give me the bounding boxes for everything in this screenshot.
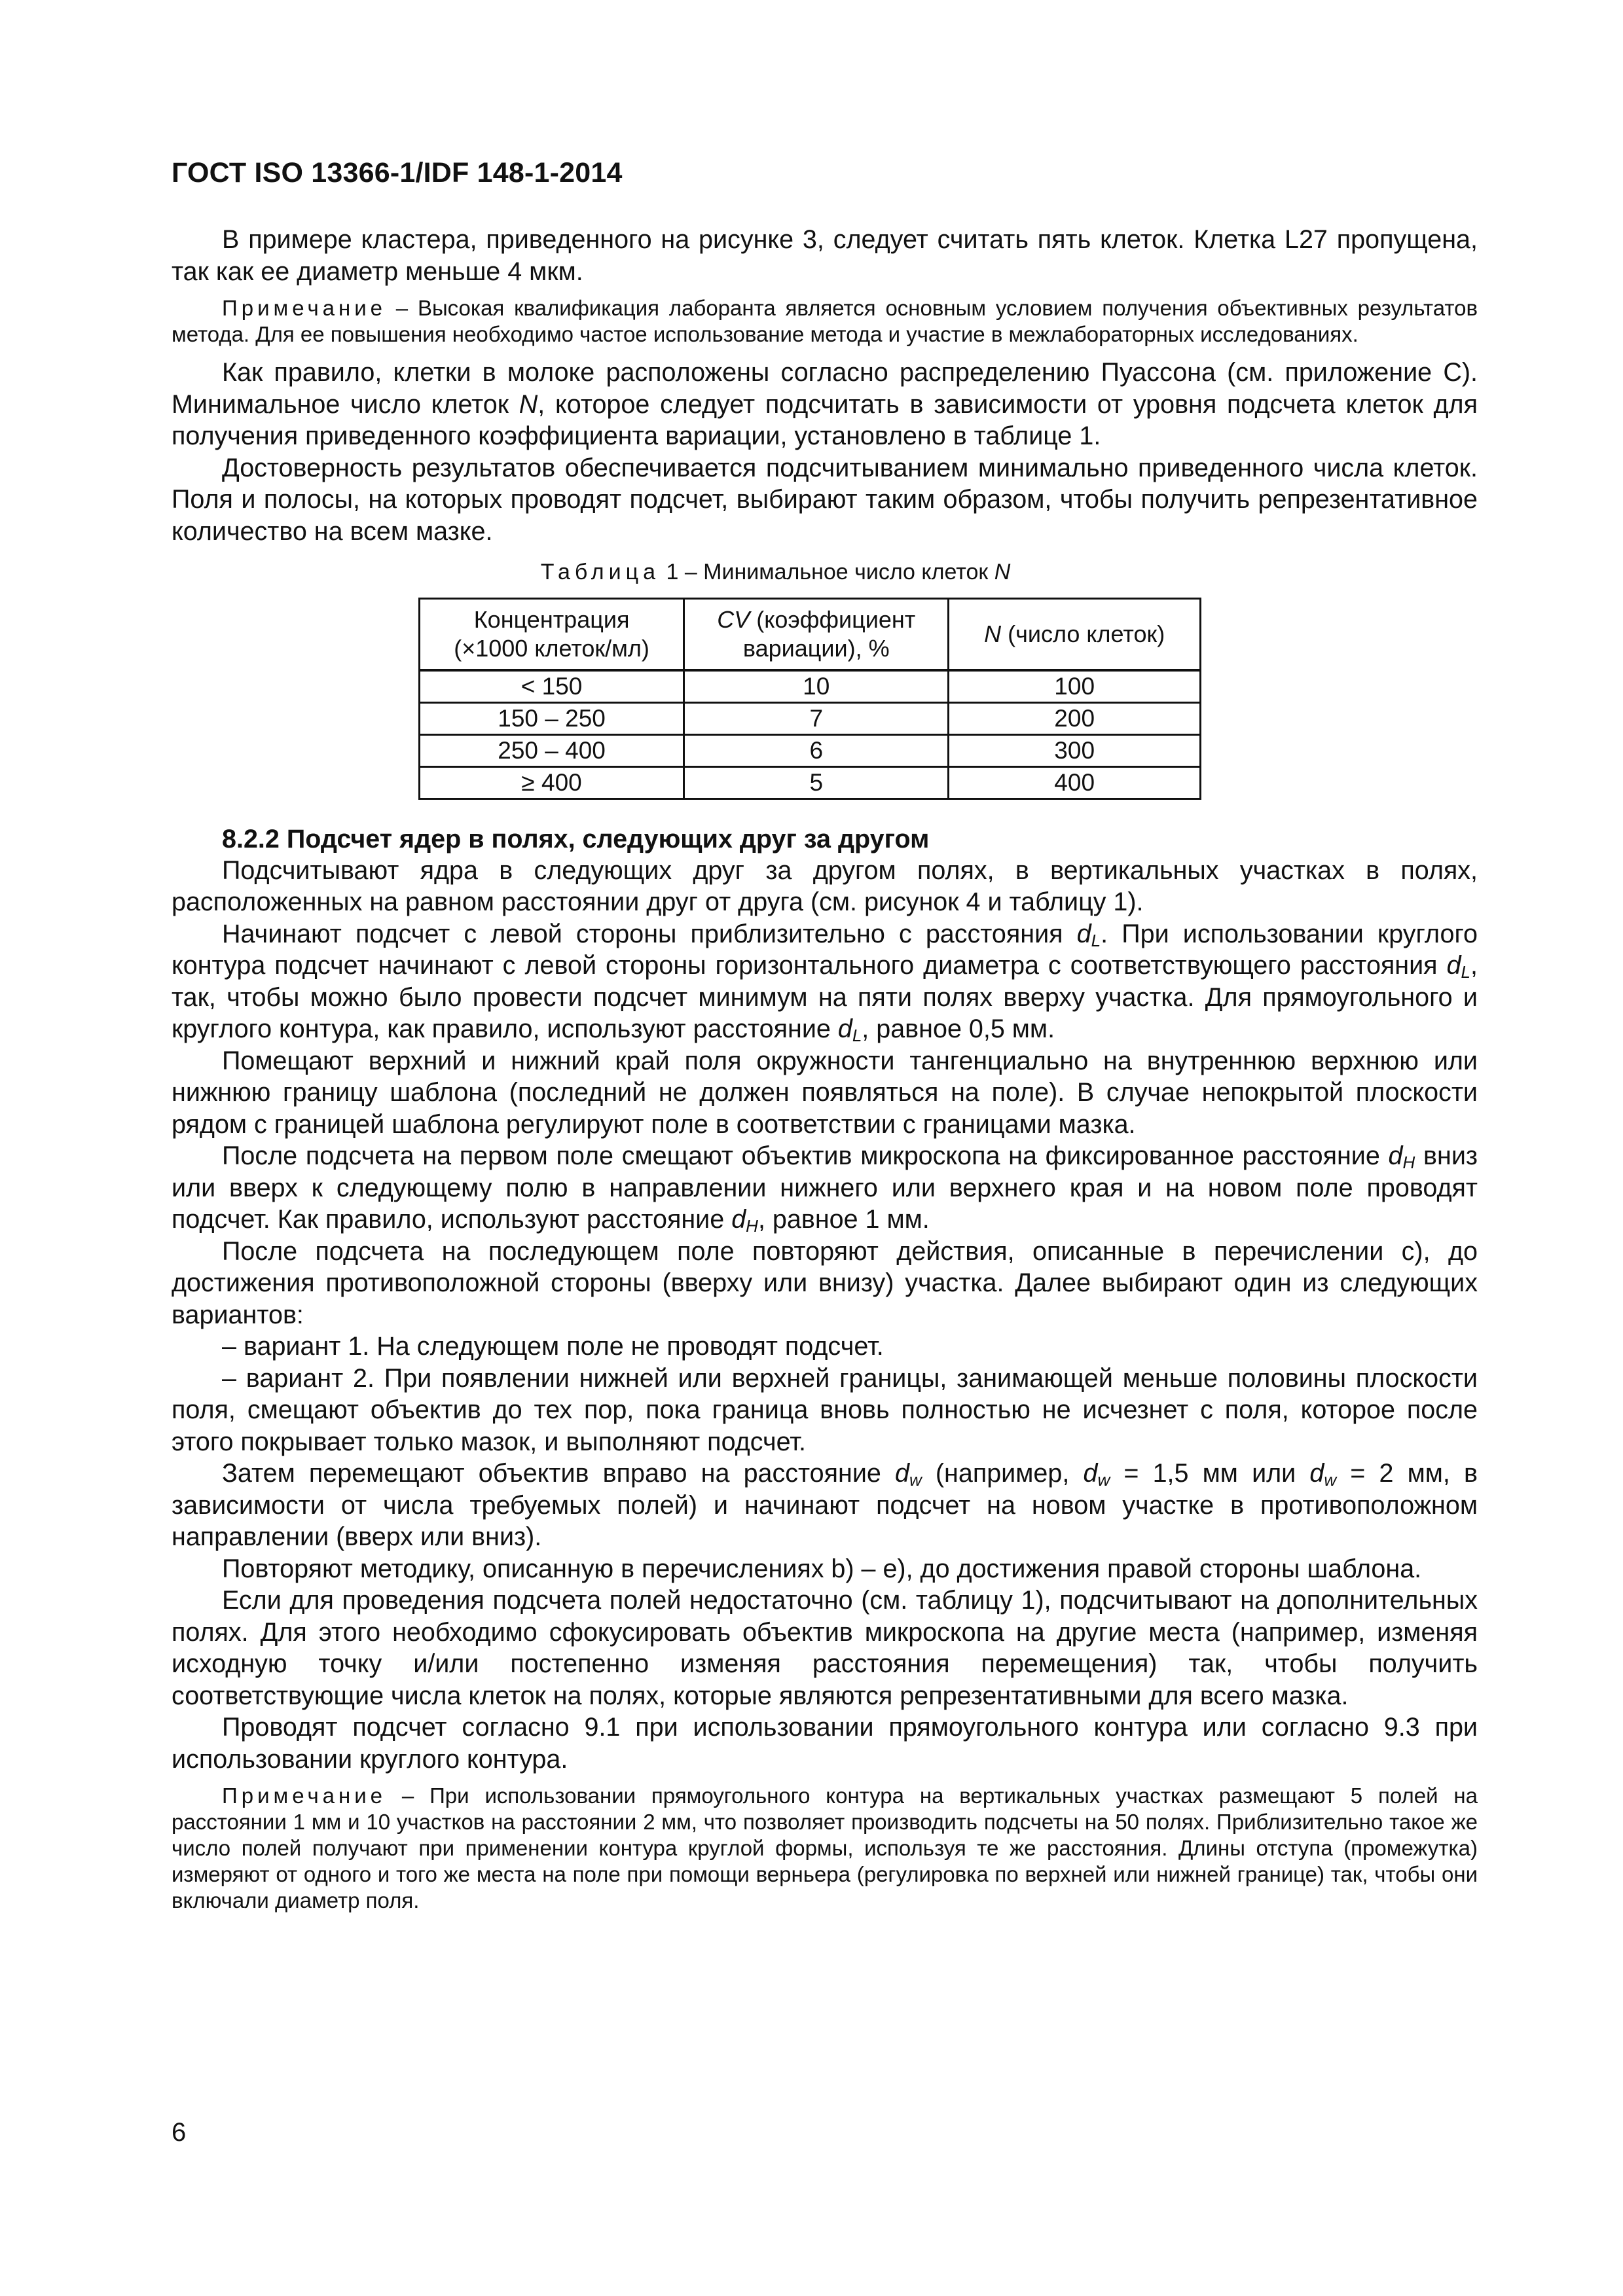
note-1-text: – Высокая квалификация лаборанта является основным условием получения объективных результатов метода. Для ее повышения необходимо частое использование метода и участие в межлабораторных исследованиях. [172, 296, 1478, 346]
table-1-caption [172, 556, 1478, 588]
text-run: , равное 1 мм. [757, 1205, 930, 1234]
section-paragraph-2 [172, 918, 1478, 1045]
subscript-w: w [1097, 1470, 1110, 1490]
cell-concentration: ≥ 400 [420, 766, 684, 798]
subscript-w: w [1324, 1470, 1337, 1490]
variable-d: d [1388, 1141, 1403, 1170]
cell-concentration: 250 – 400 [420, 734, 684, 766]
cell-n: 200 [949, 702, 1201, 734]
intro-paragraph-1: В примере кластера, приведенного на рисунке 3, следует считать пять клеток. Клетка L27 пропущена, так как ее диаметр меньше 4 мкм. [172, 225, 1478, 286]
section-paragraph-3: Помещают верхний и нижний край поля окружности тангенциально на внутреннюю верхнюю или нижнюю границу шаблона (последний не должен появляться на поле). В случае непокрытой плоскости рядом с границей шаблона регулируют поле в соответствии с границами мазка. [172, 1046, 1478, 1139]
header-text: Концентрация [473, 605, 630, 633]
header-n [949, 598, 1201, 670]
subscript-l: L [1461, 962, 1471, 982]
variable-d: d [731, 1205, 746, 1234]
page-number: 6 [172, 2118, 187, 2147]
table-1 [418, 598, 1201, 800]
header-text: (число клеток) [1001, 620, 1165, 647]
option-2: – вариант 2. При появлении нижней или верхней границы, занимающей меньше половины плоскости поля, смещают объектив до тех пор, пока граница вновь полностью не исчезнет с поля, которое после этого покрывает только мазок, и выполняют подсчет. [172, 1363, 1478, 1456]
variable-n: N [519, 389, 538, 419]
header-variable: CV [717, 605, 750, 633]
section-paragraph-4 [172, 1140, 1478, 1236]
section-paragraph-5: После подсчета на последующем поле повторяют действия, описанные в перечислении с), до достижения противоположной стороны (вверху или внизу) участка. Далее выбирают один из следующих вариантов: [172, 1236, 1478, 1329]
header-cv [684, 598, 949, 670]
cell-n: 400 [949, 766, 1201, 798]
text-run: Затем перемещают объектив вправо на расстояние [222, 1459, 895, 1488]
section-paragraph-8: Если для проведения подсчета полей недостаточно (см. таблицу 1), подсчитывают на дополнительных полях. Для этого необходимо сфокусировать объектив микроскопа на другие места (например, изменяя исходную точку и/или постепенно изменяя расстояния перемещения) так, чтобы получить соответствующие числа клеток на полях, которые являются репрезентативными для всего мазка. [172, 1586, 1478, 1710]
subscript-w: w [909, 1470, 922, 1490]
header-variable: N [984, 620, 1002, 647]
variable-d: d [1309, 1459, 1324, 1488]
variable-d: d [1446, 951, 1461, 980]
document-body [172, 224, 1478, 1923]
header-text: (коэффициент [750, 605, 916, 633]
text-run: Начинают подсчет с левой стороны приблизительно с расстояния [222, 919, 1077, 948]
text-run: = 1,5 мм или [1110, 1459, 1310, 1488]
variable-d: d [1083, 1459, 1098, 1488]
text-run: , которое следует подсчитать в зависимости от уровня подсчета клеток для получения приведенного коэффициента вариации, установлено в таблице 1. [172, 389, 1478, 450]
section-paragraph-6 [172, 1458, 1478, 1553]
caption-text: 1 – Минимальное число клеток [660, 560, 994, 584]
section-paragraph-7: Повторяют методику, описанную в перечислениях b) – е), до достижения правой стороны шаблона. [222, 1554, 1422, 1583]
note-2-label: Примечание [222, 1784, 387, 1808]
option-1: – вариант 1. На следующем поле не проводят подсчет. [222, 1332, 884, 1361]
variable-d: d [837, 1014, 852, 1043]
note-2-text: – При использовании прямоугольного контура на вертикальных участках размещают 5 полей на расстоянии 1 мм и 10 участков на расстоянии 2 мм, что позволяет производить подсчеты на 50 полях. Приблизительно такое же число полей получают при применении контура круглой формы, используя те же расстояния. Длины отступа (промежутка) измеряют от одного и того же места на поле при помощи верньера (регулировка по верхней или нижней границе) так, чтобы они включали диаметр поля. [172, 1784, 1478, 1912]
header-text: (×1000 клеток/мл) [454, 634, 649, 662]
header-text: вариации), % [742, 634, 890, 662]
cell-cv: 6 [684, 734, 949, 766]
section-paragraph-9: Проводят подсчет согласно 9.1 при использовании прямоугольного контура или согласно 9.3 при использовании круглого контура. [172, 1713, 1478, 1774]
section-title: 8.2.2 Подсчет ядер в полях, следующих друг за другом [222, 824, 930, 853]
note-1-label: Примечание [222, 296, 387, 320]
caption-label: Таблица [540, 560, 661, 584]
text-run: Как правило, клетки в молоке расположены согласно распределению Пуассона (см. приложение С). Минимальное число клеток [172, 358, 1478, 419]
cell-concentration: 150 – 250 [420, 702, 684, 734]
table-row [420, 766, 1201, 798]
subscript-l: L [852, 1026, 862, 1045]
cell-n: 300 [949, 734, 1201, 766]
text-run: После подсчета на первом поле смещают объектив микроскопа на фиксированное расстояние [222, 1141, 1389, 1170]
variable-d: d [1076, 919, 1091, 948]
subscript-h: H [746, 1216, 758, 1236]
note-1 [172, 295, 1478, 348]
text-run: , так, чтобы можно было провести подсчет минимум на пяти полях вверху участка. Для прямоугольного и круглого контура, как правило, используют расстояние [172, 951, 1478, 1043]
text-run: . При использовании круглого контура подсчет начинают с левой стороны горизонтального диаметра с соответствующего расстояния [172, 919, 1478, 980]
table-row [420, 670, 1201, 703]
intro-paragraph-3: Достоверность результатов обеспечивается подсчитыванием минимально приведенного числа клеток. Поля и полосы, на которых проводят подсчет, выбирают таким образом, чтобы получить репрезентативное количество на всем мазке. [172, 453, 1478, 546]
text-run: = 2 мм, в зависимости от числа требуемых полей) и начинают подсчет на новом участке в противоположном направлении (вверх или вниз). [172, 1459, 1478, 1551]
note-2 [172, 1783, 1478, 1914]
text-run: (например, [921, 1459, 1084, 1488]
intro-paragraph-2 [172, 357, 1478, 452]
header-concentration [420, 598, 684, 670]
text-run: , равное 0,5 мм. [862, 1014, 1055, 1043]
caption-variable: N [994, 560, 1011, 584]
variable-d: d [895, 1459, 909, 1488]
table-row [420, 702, 1201, 734]
cell-cv: 10 [684, 670, 949, 703]
text-run: вниз или вверх к следующему полю в направлении нижнего или верхнего края и на новом поле проводят подсчет. Как правило, используют расстояние [172, 1141, 1478, 1234]
cell-n: 100 [949, 670, 1201, 703]
cell-cv: 5 [684, 766, 949, 798]
subscript-h: H [1402, 1153, 1415, 1172]
document-header: ГОСТ ISO 13366-1/IDF 148-1-2014 [172, 157, 623, 188]
cell-cv: 7 [684, 702, 949, 734]
section-paragraph-1: Подсчитывают ядра в следующих друг за другом полях, в вертикальных участках в полях, расположенных на равном расстоянии друг от друга (см. рисунок 4 и таблицу 1). [172, 855, 1478, 916]
subscript-l: L [1091, 930, 1101, 950]
cell-concentration: < 150 [420, 670, 684, 703]
table-row [420, 734, 1201, 766]
